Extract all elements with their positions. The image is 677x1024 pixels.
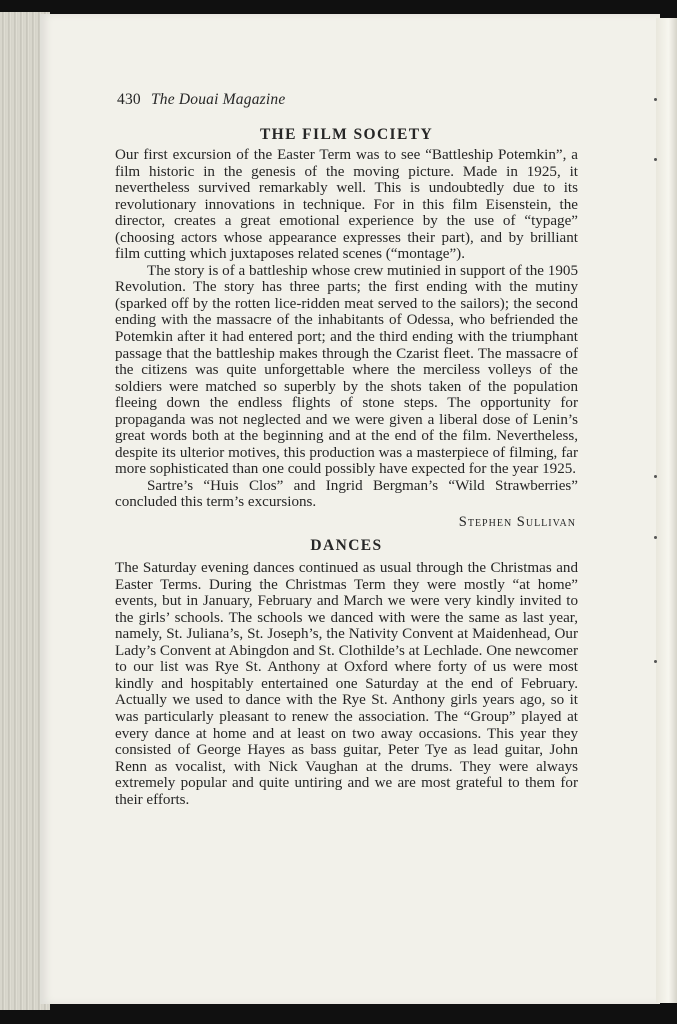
article-body <box>115 126 578 808</box>
author-signature: Stephen Sullivan <box>458 514 576 531</box>
margin-mark <box>654 475 657 478</box>
film-society-heading: THE FILM SOCIETY <box>259 126 434 143</box>
margin-mark <box>654 660 657 663</box>
margin-mark <box>654 536 657 539</box>
margin-mark <box>654 158 657 161</box>
magazine-title: The Douai Magazine <box>150 91 286 108</box>
page-number: 430 <box>117 91 141 108</box>
film-society-paragraph: Our first excursion of the Easter Term was to see “Battleship Potemkin”, a film historic in the genesis of the moving picture. Made in 1925, it nevertheless survived remarkably well. This is undoubtedly due to its revolutionary innovations in technique. For in this film Eisenstein, the director, creates a great emotional experience by the use of “typage” (choosing actors whose appearance expresses their part), and by brilliant film cutting which juxtaposes related scenes (“montage”). <box>115 147 578 263</box>
dances-paragraph: The Saturday evening dances continued as usual through the Christmas and Easter Terms. During the Christmas Term they were mostly “at home” events, but in January, February and March we were very kindly invited to the girls’ schools. The schools we danced with were the same as last year, namely, St. Juliana’s, St. Joseph’s, the Nativity Convent at Maidenhead, Our Lady’s Convent at Abingdon and St. Clothilde’s at Lechlade. One newcomer to our list was Rye St. Anthony at Oxford where forty of us were most kindly and hospitably entertained one Saturday at the end of February. Actually we used to dance with the Rye St. Anthony girls years ago, so it was particularly pleasant to renew the association. The “Group” played at every dance at home and at least on two away occasions. This year they consisted of George Hayes as bass guitar, Peter Tye as lead guitar, John Renn as vocalist, with Nick Vaughan at the drums. They were always extremely popular and quite untiring and we are most grateful to them for their efforts. <box>115 560 578 808</box>
dances-heading: DANCES <box>310 537 383 555</box>
facing-page-edge <box>656 18 677 1003</box>
running-header <box>117 91 285 109</box>
film-society-paragraph: Sartre’s “Huis Clos” and Ingrid Bergman’s “Wild Strawberries” concluded this term’s excursions. <box>115 477 578 511</box>
margin-mark <box>654 98 657 101</box>
film-society-paragraph: The story is of a battleship whose crew mutinied in support of the 1905 Revolution. The story has three parts; the first ending with the mutiny (sparked off by the rotten lice-ridden meat served to the sailors); the second ending with the massacre of the inhabitants of Odessa, who befriended the Potemkin after it had entered port; and the third ending with the triumphant passage that the battleship makes through the Czarist fleet. The massacre of the citizens was quite unforgettable where the merciless volleys of the soldiers were matched so superbly by the shots taken of the population fleeing down the endless flights of stone steps. The opportunity for propaganda was not neglected and we were given a liberal dose of Lenin’s great words both at the beginning and at the end of the film. Nevertheless, despite its ulterior motives, this production was a masterpiece of filming, far more sophisticated than one could possibly have expected for the year 1925. <box>115 262 578 478</box>
